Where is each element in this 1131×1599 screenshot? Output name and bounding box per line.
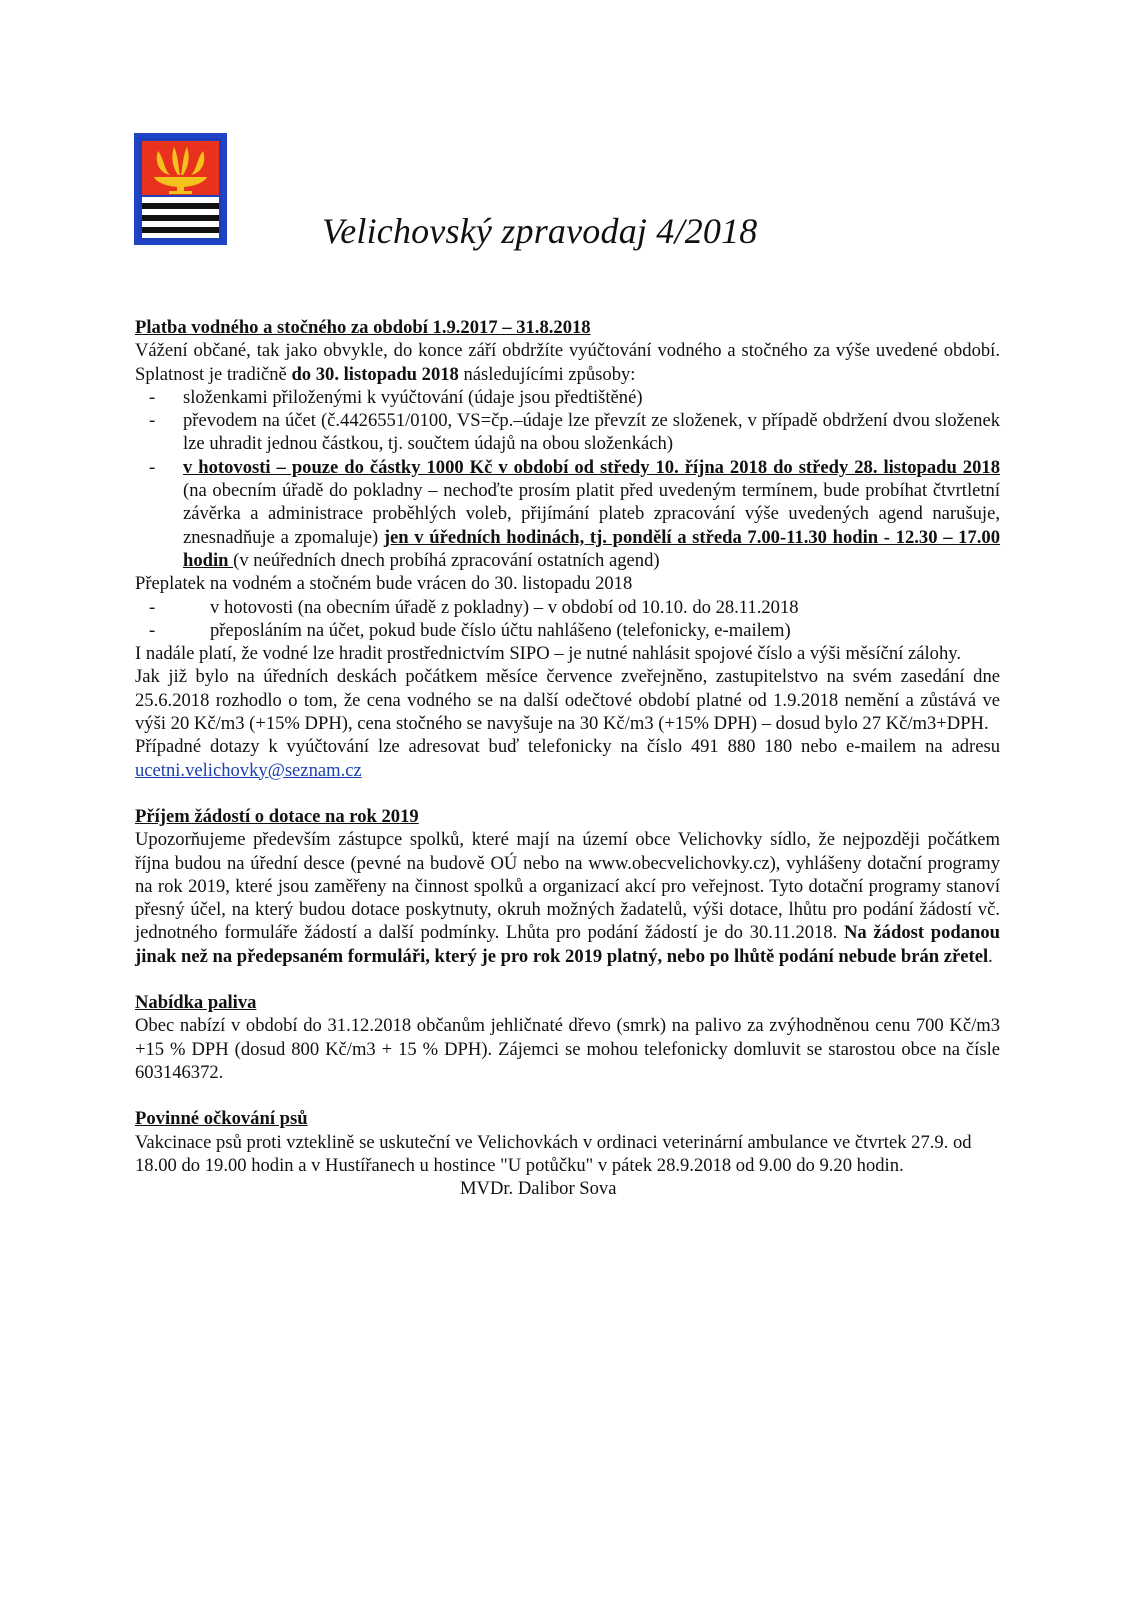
spacer (135, 1084, 1000, 1107)
paragraph (135, 339, 1000, 386)
text: Vážení občané, tak jako obvykle, do konce září obdržíte vyúčtování vodného a stočného za výše uvedené období. Splatnost je tradičně (135, 340, 1000, 385)
section-grants (135, 805, 1000, 968)
signature: MVDr. Dalibor Sova (460, 1178, 617, 1200)
section-heading-vaccination: Povinné očkování psů (135, 1108, 308, 1130)
email-link[interactable]: ucetni.velichovky@seznam.cz (135, 759, 362, 781)
text: (v neúředních dnech probíhá zpracování ostatních agend) (233, 549, 660, 571)
paragraph (135, 1131, 1000, 1201)
section-fuel (135, 991, 1000, 1084)
coat-of-arms-logo (134, 133, 227, 245)
paragraph (135, 828, 1000, 968)
bold-notice: Na žádost podanou jinak než na předepsaném formuláři, který je pro rok 2019 platný, nebo po lhůtě podání nebude brán zřetel (135, 922, 1000, 967)
list-item: - složenkami přiloženými k vyúčtování (údaje jsou předtištěné) (135, 386, 1000, 409)
document-body (135, 316, 1000, 1200)
list-item: - převodem na účet (č.4426551/0100, VS=čp.–údaje lze převzít ze složenek, v případě obdržení dvou složenek lze uhradit jednou částkou, tj. součtem údajů na obou složenkách) (135, 409, 1000, 456)
text: Případné dotazy k vyúčtování lze adresovat buď telefonicky na číslo 491 880 180 nebo e-mailem na adresu (135, 736, 1000, 758)
text: Upozorňujeme především zástupce spolků, které mají na území obce Velichovky sídlo, že nejpozději počátkem října budou na úřední desce (pevné na budově OÚ nebo na www.obecvelichovky.cz), vyhlášeny dotační programy na rok 2019, které jsou zaměřeny na činnost spolků a organizací akcí pro veřejnost. Tyto dotační programy stanoví přesný účel, na který budou dotace poskytnuty, okruh možných žadatelů, výši dotace, lhůtu pro podání žádostí vč. jednotného formuláře žádostí a další podmínky. Lhůta pro podání žádostí je do 30.11.2018. (135, 829, 1000, 944)
text: (na obecním úřadě do pokladny – nechoďte prosím platit před uvedeným termínem, bude probíhat čtvrtletní závěrka a administrace proběhlých voleb, přijímání plateb zpracování výše uvedených agend narušuje, znesnadňuje a zpomaluje) (183, 480, 1000, 548)
spacer (135, 782, 1000, 805)
list-item: - v hotovosti (na obecním úřadě z pokladny) – v období od 10.10. do 28.11.2018 (135, 596, 1000, 619)
cash-payment-period: v hotovosti – pouze do částky 1000 Kč v období od středy 10. října 2018 do středy 28. listopadu 2018 (183, 456, 1000, 478)
list-item (135, 456, 1000, 572)
payment-methods-list (135, 386, 1000, 572)
section-heading-grants: Příjem žádostí o dotace na rok 2019 (135, 805, 419, 827)
section-heading-fuel: Nabídka paliva (135, 992, 257, 1014)
text: Vakcinace psů proti vzteklině se uskuteční ve Velichovkách v ordinaci veterinární ambulance ve čtvrtek 27.9. od 18.00 do 19.00 hodin a v Hustířanech u hostince "U potůčku" v pátek 28.9.2018 od 9.00 do 9.20 hodin. (135, 1131, 972, 1176)
paragraph: Obec nabízí v období do 31.12.2018 občanům jehličnaté dřevo (smrk) na palivo za zvýhodněnou cenu 700 Kč/m3 +15 % DPH (dosud 800 Kč/m3 + 15 % DPH). Zájemci se mohou telefonicky domluvit se starostou obce na čísle 603146372. (135, 1015, 1000, 1083)
paragraph: Jak již bylo na úředních deskách počátkem měsíce července zveřejněno, zastupitelstvo na svém zasedání dne 25.6.2018 rozhodlo o tom, že cena vodného se na další odečtové období platné od 1.9.2018 nemění a zůstává ve výši 20 Kč/m3 (+15% DPH), cena stočného se navyšuje na 30 Kč/m3 (+15% DPH) – dosud bylo 27 Kč/m3+DPH. (135, 666, 1000, 735)
spacer (135, 968, 1000, 991)
text: . (988, 945, 993, 967)
list-item: - přeposláním na účet, pokud bude číslo účtu nahlášeno (telefonicky, e-mailem) (135, 619, 1000, 642)
due-date: do 30. listopadu 2018 (291, 363, 459, 385)
section-heading-water: Platba vodného a stočného za období 1.9.2017 – 31.8.2018 (135, 317, 591, 338)
paragraph (135, 735, 1000, 782)
paragraph: Přeplatek na vodném a stočném bude vrácen do 30. listopadu 2018 (135, 573, 633, 595)
newsletter-title: Velichovský zpravodaj 4/2018 (322, 211, 758, 251)
section-vaccination (135, 1107, 1000, 1200)
office-hours: jen v úředních hodinách, tj. pondělí a středa 7.00-11.30 hodin - 12.30 – 17.00 hodin (183, 526, 1001, 571)
section-water-billing (135, 316, 1000, 782)
refund-methods-list (135, 596, 1000, 643)
text: následujícími způsoby: (458, 363, 636, 385)
paragraph: I nadále platí, že vodné lze hradit prostřednictvím SIPO – je nutné nahlásit spojové číslo a výši měsíční zálohy. (135, 643, 962, 665)
